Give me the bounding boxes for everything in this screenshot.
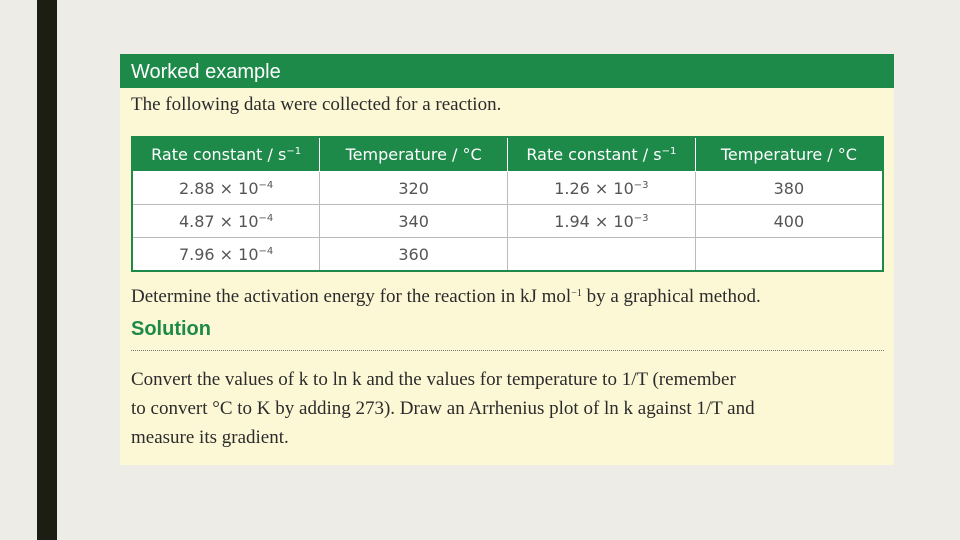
table-cell: 320	[320, 172, 508, 205]
data-table	[131, 136, 884, 272]
table-cell: 400	[695, 205, 883, 238]
worked-example-card	[120, 54, 894, 465]
table-row	[132, 205, 883, 238]
table-row	[132, 238, 883, 272]
header-rate-constant-2: Rate constant / $s^{-1}$	[508, 137, 696, 172]
question-text: Determine the activation energy for the reaction in kJ mol$^{-1}$ by a graphical method.	[131, 286, 761, 307]
table-cell: 380	[695, 172, 883, 205]
table-cell	[695, 238, 883, 272]
solution-text	[131, 365, 871, 452]
header-temperature-1: Temperature / °C	[320, 137, 508, 172]
table-cell: $7.96 \times 10^{-4}$	[132, 238, 320, 272]
table-header-row	[132, 137, 883, 172]
worked-example-header: Worked example	[120, 54, 894, 88]
table-cell: 360	[320, 238, 508, 272]
solution-heading: Solution	[131, 318, 211, 340]
table-row	[132, 172, 883, 205]
solution-line: Convert the values of k to ln k and the values for temperature to 1/T (remember	[131, 369, 736, 390]
table-cell: 340	[320, 205, 508, 238]
header-temperature-2: Temperature / °C	[695, 137, 883, 172]
table-cell: $4.87 \times 10^{-4}$	[132, 205, 320, 238]
dotted-divider	[131, 350, 884, 351]
table-cell: $1.26 \times 10^{-3}$	[508, 172, 696, 205]
solution-line: measure its gradient.	[131, 427, 289, 448]
intro-text: The following data were collected for a reaction.	[131, 94, 502, 115]
table-cell	[508, 238, 696, 272]
left-accent-bar	[37, 0, 57, 540]
header-rate-constant-1: Rate constant / $s^{-1}$	[132, 137, 320, 172]
table-cell: $2.88 \times 10^{-4}$	[132, 172, 320, 205]
table-cell: $1.94 \times 10^{-3}$	[508, 205, 696, 238]
solution-line: to convert °C to K by adding 273). Draw an Arrhenius plot of ln k against 1/T and	[131, 398, 755, 419]
